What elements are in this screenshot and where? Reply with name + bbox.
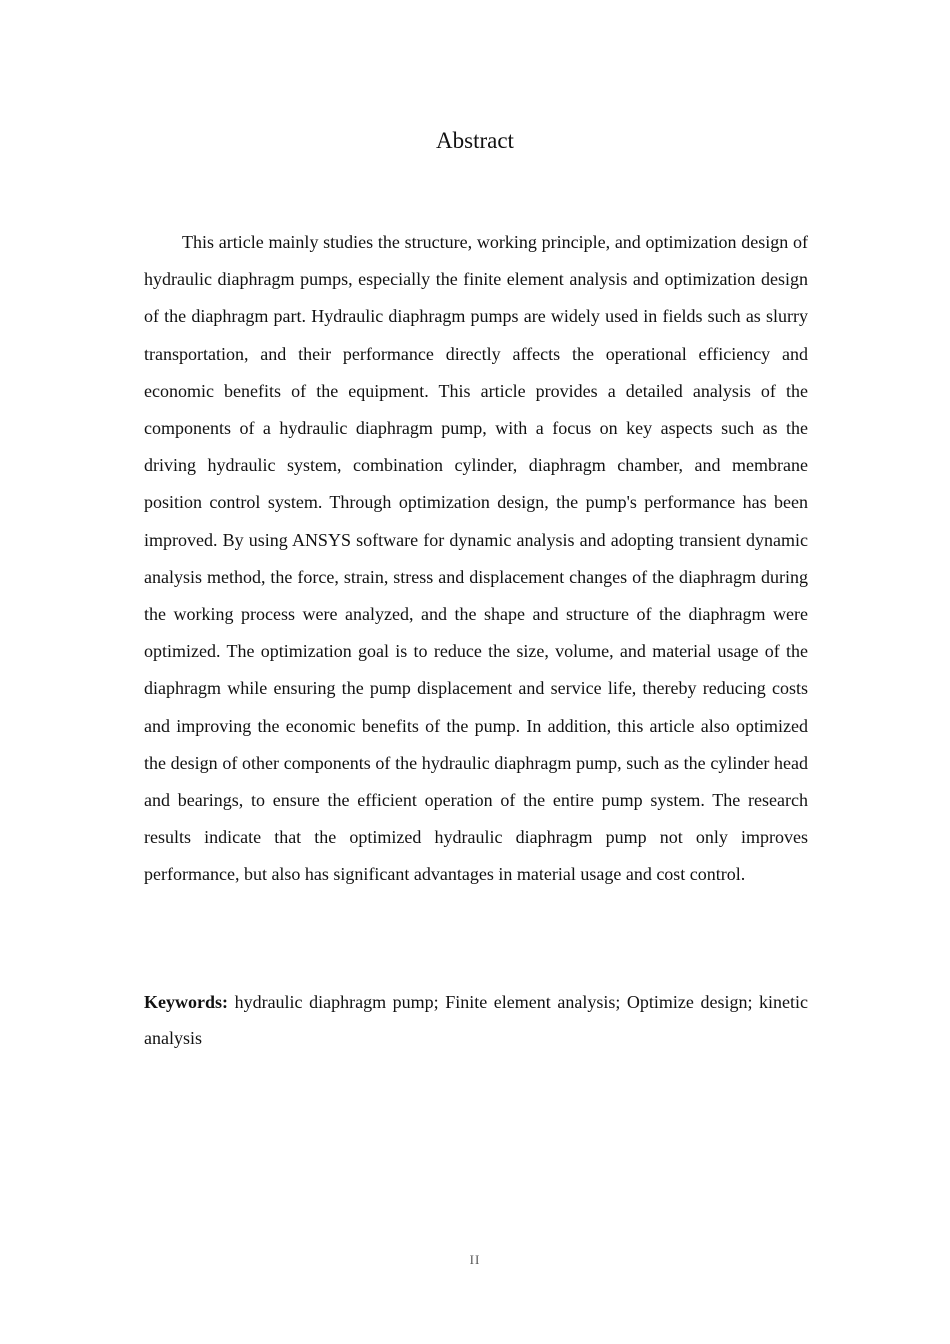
- abstract-body: This article mainly studies the structure, working principle, and optimization design of hydraulic diaphragm pumps, especially the finite element analysis and optimization design of the diaphragm part. Hydraulic diaphragm pumps are widely used in fields such as slurry transportation, and their performance directly affects the operational efficiency and economic benefits of the equipment. This article provides a detailed analysis of the components of a hydraulic diaphragm pump, with a focus on key aspects such as the driving hydraulic system, combination cylinder, diaphragm chamber, and membrane position control system. Through optimization design, the pump's performance has been improved. By using ANSYS software for dynamic analysis and adopting transient dynamic analysis method, the force, strain, stress and displacement changes of the diaphragm during the working process were analyzed, and the shape and structure of the diaphragm were optimized. The optimization goal is to reduce the size, volume, and material usage of the diaphragm while ensuring the pump displacement and service life, thereby reducing costs and improving the economic benefits of the pump. In addition, this article also optimized the design of other components of the hydraulic diaphragm pump, such as the cylinder head and bearings, to ensure the efficient operation of the entire pump system. The research results indicate that the optimized hydraulic diaphragm pump not only improves performance, but also has significant advantages in material usage and cost control.: [144, 232, 808, 885]
- keywords-text: hydraulic diaphragm pump; Finite element analysis; Optimize design; kinetic analysis: [144, 992, 808, 1048]
- keywords-paragraph: [144, 984, 808, 1056]
- abstract-title: Abstract: [436, 128, 514, 153]
- page-number: II: [469, 1252, 481, 1267]
- keywords-label: Keywords:: [144, 992, 228, 1012]
